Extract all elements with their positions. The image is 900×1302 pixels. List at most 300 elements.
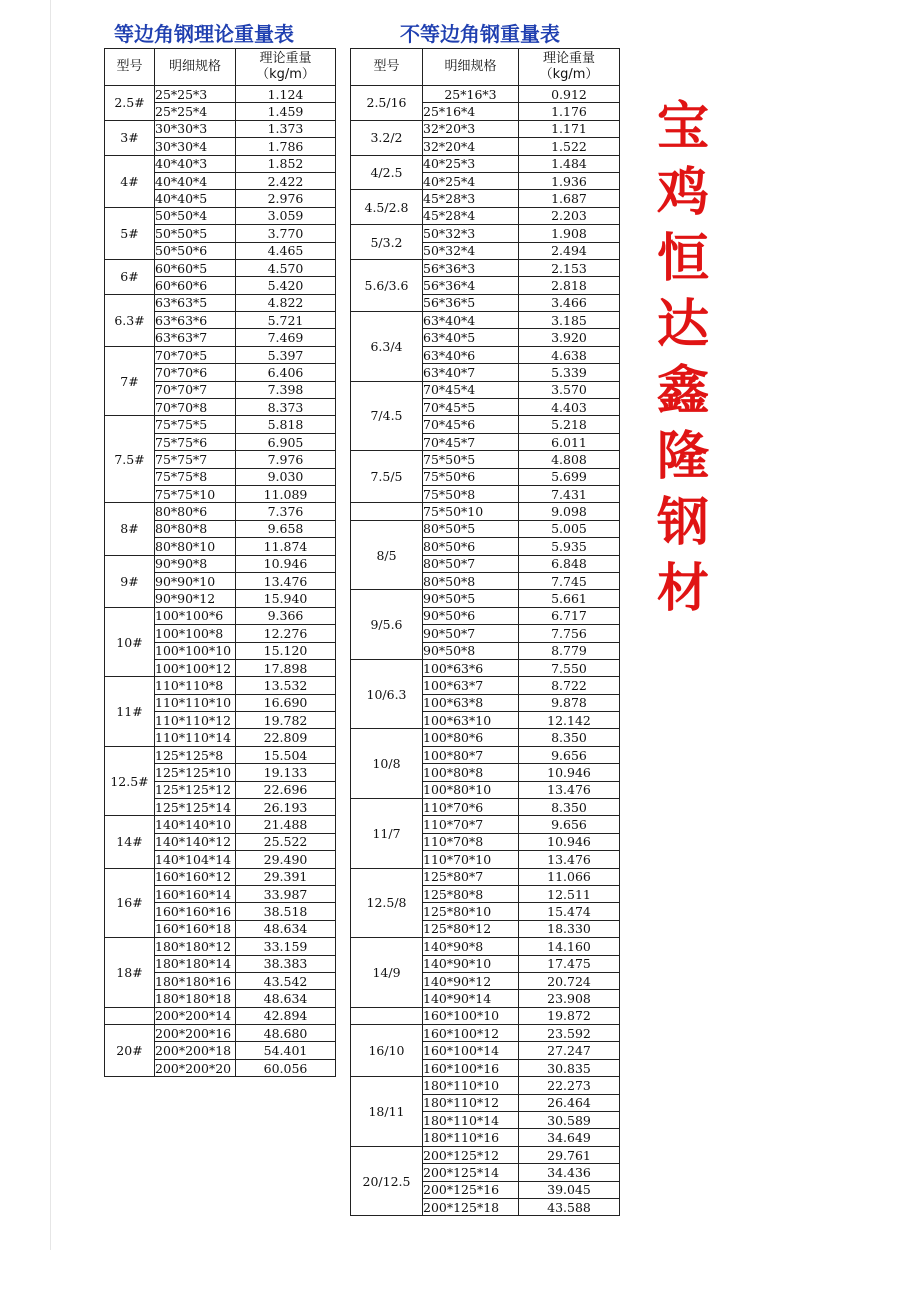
weight-cell: 9.658 [236,520,336,537]
spec-cell: 90*90*10 [155,572,236,589]
spec-cell: 40*40*5 [155,190,236,207]
spec-cell: 100*80*10 [423,781,519,798]
spec-cell: 63*63*5 [155,294,236,311]
spec-cell: 50*50*4 [155,207,236,224]
weight-cell: 16.690 [236,694,336,711]
spec-cell: 110*70*6 [423,799,519,816]
spec-cell: 25*16*4 [423,103,519,120]
spec-cell: 125*80*7 [423,868,519,885]
weight-cell: 8.722 [519,677,620,694]
spec-cell: 63*63*7 [155,329,236,346]
table-row [105,1007,336,1024]
spec-cell: 140*90*14 [423,990,519,1007]
spec-cell: 50*32*4 [423,242,519,259]
spec-cell: 125*80*10 [423,903,519,920]
spec-cell: 160*160*16 [155,903,236,920]
weight-cell: 3.185 [519,312,620,329]
spec-cell: 100*63*10 [423,712,519,729]
spec-cell: 75*75*8 [155,468,236,485]
brand-character: 材 [656,559,709,619]
model-cell: 6# [105,259,155,294]
weight-cell: 4.403 [519,399,620,416]
weight-cell: 34.436 [519,1164,620,1181]
spec-cell: 160*100*16 [423,1059,519,1076]
weight-cell: 4.570 [236,259,336,276]
table-row [351,1007,620,1024]
model-cell: 12.5# [105,746,155,816]
spec-cell: 140*140*10 [155,816,236,833]
spec-cell: 125*125*10 [155,764,236,781]
header-weight-line2: （kg/m） [539,67,599,82]
weight-cell: 4.465 [236,242,336,259]
weight-cell: 7.756 [519,625,620,642]
spec-cell: 75*50*5 [423,451,519,468]
spec-cell: 40*25*3 [423,155,519,172]
spec-cell: 125*80*12 [423,920,519,937]
weight-cell: 3.466 [519,294,620,311]
spec-cell: 140*90*12 [423,972,519,989]
spec-cell: 50*32*3 [423,225,519,242]
spec-cell: 100*100*10 [155,642,236,659]
weight-cell: 30.589 [519,1112,620,1129]
spec-cell: 200*200*20 [155,1059,236,1076]
model-cell: 14# [105,816,155,868]
model-cell: 6.3/4 [351,312,423,382]
model-cell [105,1007,155,1024]
spec-cell: 100*100*6 [155,607,236,624]
spec-cell: 100*100*12 [155,659,236,676]
weight-cell: 5.005 [519,520,620,537]
spec-cell: 200*200*14 [155,1007,236,1024]
weight-cell: 2.422 [236,172,336,189]
weight-cell: 15.504 [236,746,336,763]
model-cell: 5/3.2 [351,225,423,260]
spec-cell: 200*125*18 [423,1199,519,1216]
spec-cell: 110*70*7 [423,816,519,833]
table-row [351,799,620,816]
unequal-angle-body [351,86,620,1216]
weight-cell: 17.898 [236,659,336,676]
weight-cell: 38.383 [236,955,336,972]
model-cell: 6.3# [105,294,155,346]
spec-cell: 160*160*18 [155,920,236,937]
weight-cell: 48.634 [236,990,336,1007]
brand-character: 恒 [656,229,709,289]
table-row [105,120,336,137]
weight-cell: 1.373 [236,120,336,137]
spec-cell: 40*40*4 [155,172,236,189]
weight-cell: 33.159 [236,938,336,955]
model-cell: 12.5/8 [351,868,423,938]
spec-cell: 180*180*16 [155,972,236,989]
weight-cell: 54.401 [236,1042,336,1059]
model-cell: 7.5/5 [351,451,423,503]
weight-cell: 23.908 [519,990,620,1007]
weight-cell: 22.273 [519,1077,620,1094]
spec-cell: 110*70*10 [423,851,519,868]
spec-cell: 45*28*4 [423,207,519,224]
spec-cell: 70*45*6 [423,416,519,433]
spec-cell: 32*20*3 [423,120,519,137]
table-row [105,207,336,224]
table-row [351,1077,620,1094]
table-row [105,816,336,833]
weight-cell: 7.398 [236,381,336,398]
spec-cell: 125*125*14 [155,799,236,816]
spec-cell: 140*140*12 [155,833,236,850]
spec-cell: 90*50*5 [423,590,519,607]
table-row [351,729,620,746]
weight-cell: 9.366 [236,607,336,624]
weight-cell: 19.133 [236,764,336,781]
spec-cell: 60*60*6 [155,277,236,294]
spec-cell: 180*110*10 [423,1077,519,1094]
weight-cell: 1.687 [519,190,620,207]
spec-cell: 125*80*8 [423,885,519,902]
header-spec: 明细规格 [155,49,236,86]
model-cell: 7.5# [105,416,155,503]
spec-cell: 110*110*8 [155,677,236,694]
model-cell: 3# [105,120,155,155]
spec-cell: 56*36*5 [423,294,519,311]
model-cell: 9/5.6 [351,590,423,660]
table-row [105,746,336,763]
weight-cell: 7.745 [519,572,620,589]
weight-cell: 29.761 [519,1146,620,1163]
weight-cell: 9.878 [519,694,620,711]
weight-cell: 10.946 [236,555,336,572]
weight-cell: 6.905 [236,433,336,450]
model-cell [351,1007,423,1024]
brand-character: 达 [656,295,709,355]
spec-cell: 200*125*16 [423,1181,519,1198]
spec-cell: 110*70*8 [423,833,519,850]
weight-cell: 11.066 [519,868,620,885]
weight-cell: 22.809 [236,729,336,746]
spec-cell: 25*25*4 [155,103,236,120]
spec-cell: 180*180*12 [155,938,236,955]
table-row [351,190,620,207]
weight-cell: 7.469 [236,329,336,346]
weight-cell: 42.894 [236,1007,336,1024]
model-cell: 18# [105,938,155,1008]
spec-cell: 125*125*12 [155,781,236,798]
spec-cell: 63*40*5 [423,329,519,346]
table-row [351,451,620,468]
spec-cell: 110*110*12 [155,712,236,729]
spec-cell: 80*50*6 [423,538,519,555]
weight-cell: 3.570 [519,381,620,398]
weight-cell: 5.699 [519,468,620,485]
table-row [351,503,620,520]
spec-cell: 160*160*14 [155,885,236,902]
weight-cell: 20.724 [519,972,620,989]
model-cell: 4.5/2.8 [351,190,423,225]
model-cell: 4/2.5 [351,155,423,190]
brand-character: 鸡 [656,163,709,223]
table-row [351,868,620,885]
table-row [105,294,336,311]
brand-character: 鑫 [656,361,709,421]
table-row [351,86,620,103]
weight-cell: 5.420 [236,277,336,294]
spec-cell: 100*80*8 [423,764,519,781]
weight-cell: 18.330 [519,920,620,937]
table-row [351,120,620,137]
table-row [105,155,336,172]
weight-cell: 6.406 [236,364,336,381]
model-cell: 10/8 [351,729,423,799]
spec-cell: 90*50*8 [423,642,519,659]
spec-cell: 40*40*3 [155,155,236,172]
spec-cell: 63*40*4 [423,312,519,329]
table-row [351,938,620,955]
spec-cell: 200*200*18 [155,1042,236,1059]
weight-cell: 8.779 [519,642,620,659]
spec-cell: 90*50*7 [423,625,519,642]
weight-cell: 3.770 [236,225,336,242]
model-cell: 18/11 [351,1077,423,1147]
equal-angle-body [105,86,336,1077]
model-cell: 8/5 [351,520,423,590]
weight-cell: 1.786 [236,138,336,155]
weight-cell: 2.153 [519,259,620,276]
weight-cell: 21.488 [236,816,336,833]
weight-cell: 13.476 [519,781,620,798]
spec-cell: 160*100*10 [423,1007,519,1024]
spec-cell: 25*16*3 [423,86,519,103]
equal-angle-title: 等边角钢理论重量表 [114,22,294,46]
header-weight-line1: 理论重量 [259,51,312,66]
equal-angle-table [104,48,336,1077]
weight-cell: 1.936 [519,172,620,189]
table-row [105,346,336,363]
model-cell: 7/4.5 [351,381,423,451]
spec-cell: 70*70*7 [155,381,236,398]
table-header-row [351,49,620,86]
spec-cell: 200*125*14 [423,1164,519,1181]
spec-cell: 70*70*5 [155,346,236,363]
spec-cell: 70*45*7 [423,433,519,450]
weight-cell: 12.511 [519,885,620,902]
spec-cell: 80*80*10 [155,538,236,555]
weight-cell: 27.247 [519,1042,620,1059]
model-cell: 5# [105,207,155,259]
spec-cell: 63*63*6 [155,312,236,329]
weight-cell: 2.494 [519,242,620,259]
weight-cell: 25.522 [236,833,336,850]
spec-cell: 100*80*7 [423,746,519,763]
spec-cell: 40*25*4 [423,172,519,189]
spec-cell: 32*20*4 [423,138,519,155]
spec-cell: 45*28*3 [423,190,519,207]
weight-cell: 5.218 [519,416,620,433]
model-cell: 5.6/3.6 [351,259,423,311]
weight-cell: 12.276 [236,625,336,642]
table-row [105,677,336,694]
spec-cell: 50*50*6 [155,242,236,259]
weight-cell: 6.011 [519,433,620,450]
spec-cell: 160*100*12 [423,1025,519,1042]
weight-cell: 4.638 [519,346,620,363]
model-cell: 20# [105,1025,155,1077]
weight-cell: 2.976 [236,190,336,207]
weight-cell: 60.056 [236,1059,336,1076]
table-row [105,416,336,433]
weight-cell: 48.680 [236,1025,336,1042]
header-weight-line1: 理论重量 [542,51,595,66]
spec-cell: 180*110*16 [423,1129,519,1146]
weight-cell: 5.721 [236,312,336,329]
weight-cell: 13.532 [236,677,336,694]
weight-cell: 10.946 [519,764,620,781]
model-cell: 3.2/2 [351,120,423,155]
weight-cell: 7.976 [236,451,336,468]
model-cell: 14/9 [351,938,423,1008]
table-row [105,555,336,572]
model-cell: 9# [105,555,155,607]
spec-cell: 30*30*3 [155,120,236,137]
weight-cell: 5.397 [236,346,336,363]
spec-cell: 80*50*5 [423,520,519,537]
weight-cell: 5.661 [519,590,620,607]
table-row [105,938,336,955]
spec-cell: 80*80*6 [155,503,236,520]
weight-cell: 1.522 [519,138,620,155]
spec-cell: 100*63*8 [423,694,519,711]
table-header-row [105,49,336,86]
weight-cell: 43.588 [519,1199,620,1216]
spec-cell: 110*110*14 [155,729,236,746]
weight-cell: 11.874 [236,538,336,555]
spec-cell: 100*63*7 [423,677,519,694]
weight-cell: 1.852 [236,155,336,172]
weight-cell: 13.476 [236,572,336,589]
weight-cell: 26.193 [236,799,336,816]
weight-cell: 29.490 [236,851,336,868]
spec-cell: 110*110*10 [155,694,236,711]
model-cell: 2.5# [105,86,155,121]
weight-cell: 1.908 [519,225,620,242]
table-row [351,1025,620,1042]
spec-cell: 75*75*5 [155,416,236,433]
weight-cell: 15.940 [236,590,336,607]
weight-cell: 39.045 [519,1181,620,1198]
weight-cell: 3.920 [519,329,620,346]
spec-cell: 100*100*8 [155,625,236,642]
table-row [351,659,620,676]
table-row [351,225,620,242]
unequal-angle-title: 不等边角钢重量表 [400,22,560,46]
table-row [351,155,620,172]
model-cell: 4# [105,155,155,207]
weight-cell: 19.782 [236,712,336,729]
spec-cell: 180*180*14 [155,955,236,972]
spec-cell: 80*50*7 [423,555,519,572]
spec-cell: 70*45*4 [423,381,519,398]
spec-cell: 75*75*6 [155,433,236,450]
spec-cell: 90*50*6 [423,607,519,624]
weight-cell: 13.476 [519,851,620,868]
model-cell [351,503,423,520]
brand-vertical-text [648,94,718,622]
spec-cell: 160*100*14 [423,1042,519,1059]
spec-cell: 90*90*12 [155,590,236,607]
weight-cell: 38.518 [236,903,336,920]
spec-cell: 100*63*6 [423,659,519,676]
table-row [351,312,620,329]
weight-cell: 29.391 [236,868,336,885]
spec-cell: 75*50*8 [423,485,519,502]
spec-cell: 80*80*8 [155,520,236,537]
weight-cell: 8.350 [519,799,620,816]
header-weight [236,49,336,86]
spec-cell: 63*40*7 [423,364,519,381]
weight-cell: 0.912 [519,86,620,103]
brand-character: 宝 [656,97,709,157]
weight-cell: 9.030 [236,468,336,485]
weight-cell: 30.835 [519,1059,620,1076]
model-cell: 16/10 [351,1025,423,1077]
table-row [351,259,620,276]
weight-cell: 10.946 [519,833,620,850]
spec-cell: 160*160*12 [155,868,236,885]
weight-cell: 26.464 [519,1094,620,1111]
weight-cell: 1.171 [519,120,620,137]
weight-cell: 5.818 [236,416,336,433]
weight-cell: 1.484 [519,155,620,172]
weight-cell: 22.696 [236,781,336,798]
weight-cell: 6.848 [519,555,620,572]
spec-cell: 75*50*6 [423,468,519,485]
table-row [105,503,336,520]
spec-cell: 75*75*7 [155,451,236,468]
weight-cell: 12.142 [519,712,620,729]
weight-cell: 34.649 [519,1129,620,1146]
header-weight [519,49,620,86]
weight-cell: 9.656 [519,816,620,833]
model-cell: 10/6.3 [351,659,423,729]
spec-cell: 75*75*10 [155,485,236,502]
spec-cell: 70*45*5 [423,399,519,416]
table-row [105,607,336,624]
weight-cell: 2.203 [519,207,620,224]
weight-cell: 3.059 [236,207,336,224]
weight-cell: 4.822 [236,294,336,311]
header-weight-line2: （kg/m） [256,67,315,82]
weight-cell: 48.634 [236,920,336,937]
spec-cell: 80*50*8 [423,572,519,589]
spec-cell: 60*60*5 [155,259,236,276]
weight-cell: 5.935 [519,538,620,555]
model-cell: 2.5/16 [351,86,423,121]
weight-cell: 4.808 [519,451,620,468]
weight-cell: 7.550 [519,659,620,676]
table-row [351,590,620,607]
spec-cell: 125*125*8 [155,746,236,763]
weight-cell: 33.987 [236,885,336,902]
spec-cell: 63*40*6 [423,346,519,363]
brand-character: 隆 [656,427,709,487]
model-cell: 7# [105,346,155,416]
spec-cell: 30*30*4 [155,138,236,155]
weight-cell: 9.098 [519,503,620,520]
spec-cell: 70*70*8 [155,399,236,416]
weight-cell: 15.120 [236,642,336,659]
model-cell: 11/7 [351,799,423,869]
weight-cell: 23.592 [519,1025,620,1042]
table-row [351,381,620,398]
